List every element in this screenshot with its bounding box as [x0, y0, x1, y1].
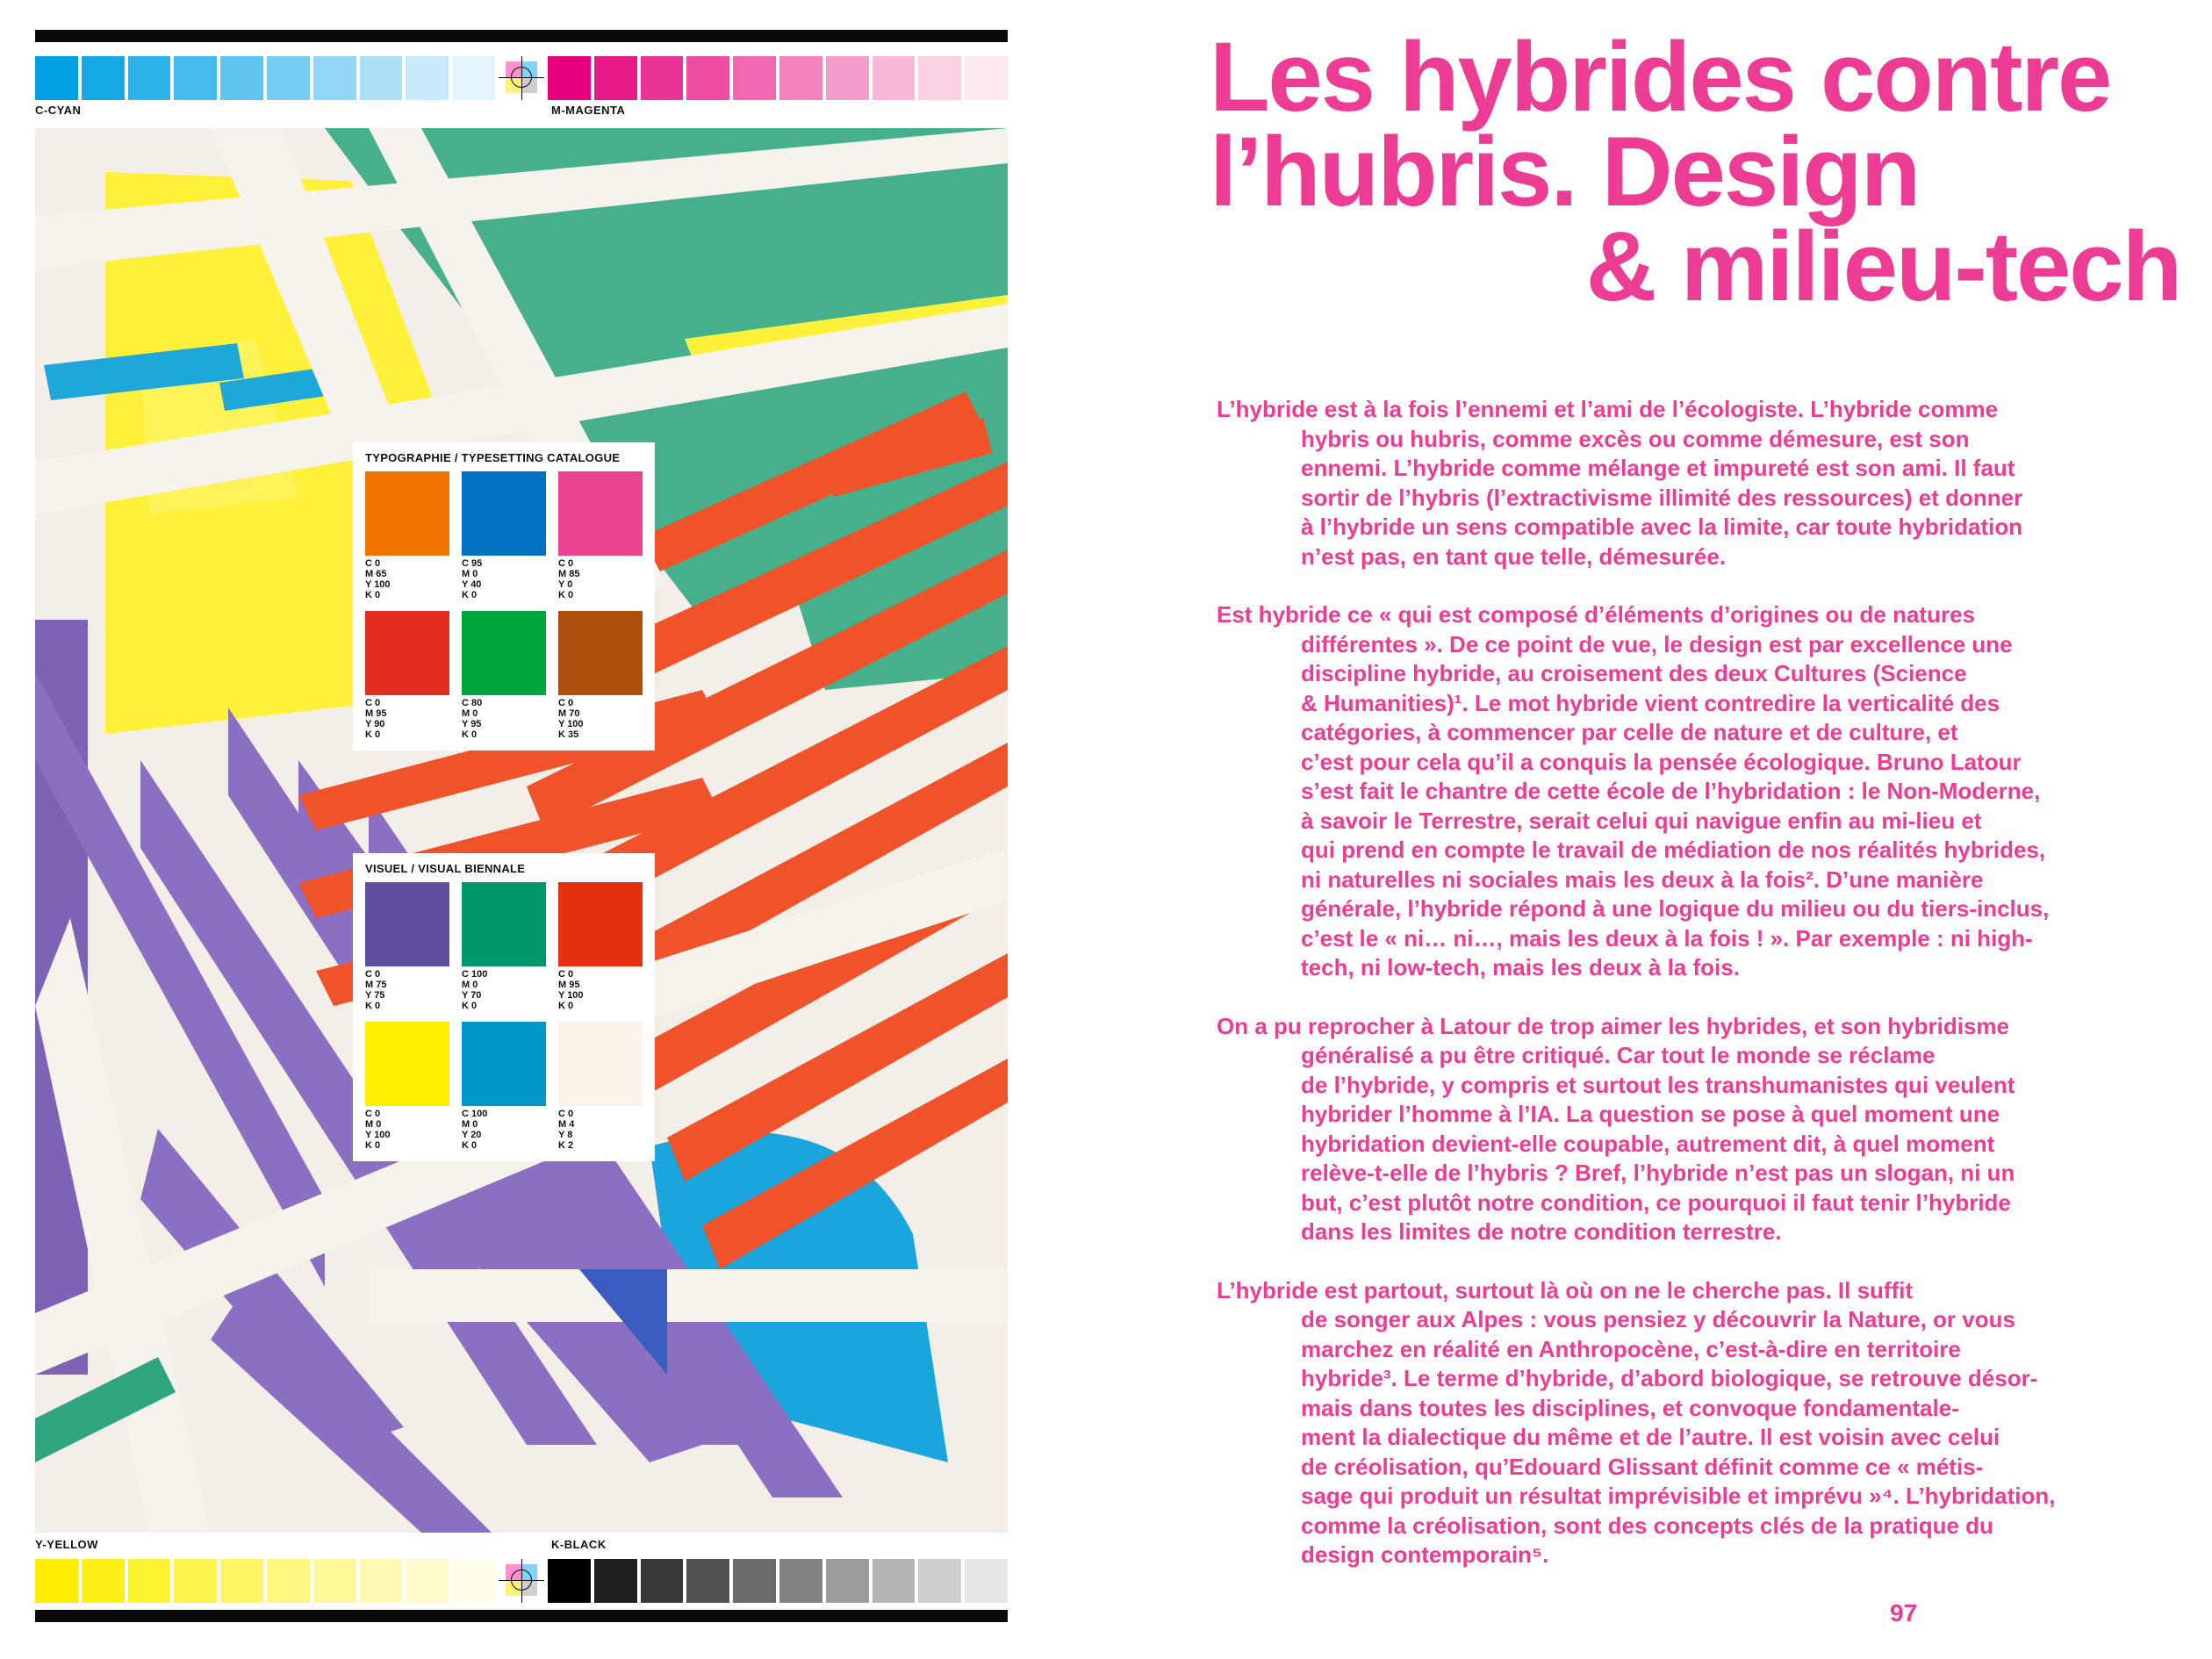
cmyk-y: Y 95 [462, 719, 482, 729]
palette-swatch [558, 611, 643, 740]
palette-swatch [558, 471, 643, 600]
cmyk-y: Y 8 [558, 1130, 573, 1140]
cmyk-values [365, 698, 449, 740]
cmyk-k: K 0 [462, 1001, 478, 1011]
cyan-swatch [452, 56, 495, 100]
paragraph-line: & Humanities)¹. Le mot hybride vient contredire la verticalité des [1301, 689, 2000, 716]
paragraph-line: de créolisation, qu’Edouard Glissant définit comme ce « métis- [1301, 1453, 1984, 1480]
cmyk-m: M 95 [558, 980, 580, 990]
color-chip [462, 1022, 546, 1106]
cmyk-m: M 65 [365, 569, 387, 579]
black-swatch [918, 1559, 961, 1603]
magenta-swatch [548, 56, 591, 100]
cmyk-c: C 100 [462, 969, 488, 980]
cmyk-values [558, 1109, 643, 1151]
cmyk-k: K 0 [462, 590, 478, 600]
cmyk-k: K 0 [462, 729, 478, 740]
right-page [1106, 0, 2212, 1659]
cyan-swatch [174, 56, 217, 100]
cmyk-k: K 0 [558, 1001, 574, 1011]
paragraph-line: hybridation devient-elle coupable, autrement dit, à quel moment [1301, 1130, 1995, 1157]
cmyk-c: C 0 [365, 1109, 381, 1119]
paragraph-line: relève-t-elle de l’hybris ? Bref, l’hybride n’est pas un slogan, ni un [1301, 1160, 2015, 1186]
paragraph-line: ennemi. L’hybride comme mélange et impureté est son ami. Il faut [1301, 455, 2015, 481]
paragraph-line: ment la dialectique du même et de l’autre. Il est voisin avec celui [1301, 1424, 2000, 1450]
color-chip [558, 882, 643, 966]
color-chip [558, 1022, 643, 1106]
paragraph-line: sortir de l’hybris (l’extractivisme illimité des ressources) et donner [1301, 484, 2023, 511]
yellow-swatch-row [35, 1559, 495, 1603]
cmyk-c: C 0 [558, 1109, 574, 1119]
magenta-swatch [918, 56, 961, 100]
article-body [1217, 395, 2173, 1599]
cmyk-y: Y 40 [462, 579, 482, 590]
cmyk-c: C 100 [462, 1109, 488, 1119]
palette-swatch [365, 882, 449, 1011]
color-chip [365, 1022, 449, 1106]
cmyk-values [462, 969, 546, 1011]
paragraph-line: mais dans toutes les disciplines, et convoque fondamentale- [1301, 1394, 1959, 1421]
palette-swatch [558, 1022, 643, 1151]
cmyk-y: Y 0 [558, 579, 573, 590]
color-chip [365, 611, 449, 695]
cmyk-k: K 0 [558, 590, 574, 600]
cmyk-y: Y 70 [462, 990, 482, 1001]
palette-swatch [365, 471, 449, 600]
cmyk-y: Y 75 [365, 990, 385, 1001]
black-swatch [594, 1559, 637, 1603]
cmyk-y: Y 90 [365, 719, 385, 729]
cyan-swatch [267, 56, 310, 100]
cmyk-values [462, 698, 546, 740]
paragraph-line: généralisé a pu être critiqué. Car tout le monde se réclame [1301, 1042, 1936, 1068]
magenta-swatch [686, 56, 729, 100]
cmyk-y: Y 100 [365, 1130, 391, 1140]
paragraph [1217, 600, 2173, 983]
paragraph-line: s’est fait le chantre de cette école de l’hybridation : le Non-Moderne, [1301, 778, 2041, 804]
visual-palette-card [353, 853, 655, 1161]
cyan-swatch [360, 56, 403, 100]
paragraph-line: à l’hybride un sens compatible avec la limite, car toute hybridation [1301, 514, 2023, 540]
yellow-swatch [406, 1559, 449, 1603]
color-chip [558, 471, 643, 556]
paragraph-line: hybris ou hubris, comme excès ou comme démesure, est son [1301, 425, 1970, 452]
yellow-swatch [267, 1559, 310, 1603]
cmyk-values [558, 558, 643, 600]
cmyk-m: M 85 [558, 569, 580, 579]
palette-swatch [462, 882, 546, 1011]
yellow-swatch [82, 1559, 125, 1603]
paragraph-line: design contemporain⁵. [1301, 1541, 1549, 1568]
magenta-swatch [779, 56, 822, 100]
cmyk-k: K 35 [558, 729, 579, 740]
cmyk-values [558, 969, 643, 1011]
black-swatch [779, 1559, 822, 1603]
registration-mark-icon [495, 56, 548, 100]
color-chip [365, 882, 449, 966]
magenta-swatch [641, 56, 684, 100]
cyan-label: C-CYAN [35, 104, 82, 117]
magenta-swatch [873, 56, 916, 100]
black-swatch [686, 1559, 729, 1603]
cmyk-values [365, 1109, 449, 1151]
paragraph [1217, 1012, 2173, 1247]
top-black-bar [35, 30, 1008, 42]
title-line-3: & milieu-tech [1585, 212, 2180, 321]
cmyk-k: K 2 [558, 1140, 574, 1151]
cmyk-values [558, 698, 643, 740]
cmyk-c: C 0 [365, 558, 381, 569]
paragraph-first-line: Est hybride ce « qui est composé d’éléments d’origines ou de natures [1217, 601, 1976, 628]
typesetting-palette-card [353, 442, 655, 750]
paragraph-first-line: L’hybride est à la fois l’ennemi et l’ami de l’écologiste. L’hybride comme [1217, 396, 1999, 422]
magenta-swatch [826, 56, 869, 100]
black-label: K-BLACK [551, 1538, 607, 1551]
cyan-swatch [128, 56, 171, 100]
magenta-swatch [965, 56, 1008, 100]
cmyk-c: C 0 [365, 698, 381, 708]
black-swatch [548, 1559, 591, 1603]
cmyk-m: M 75 [365, 980, 387, 990]
black-swatch-row [548, 1559, 1008, 1603]
cmyk-y: Y 20 [462, 1130, 482, 1140]
paragraph-first-line: L’hybride est partout, surtout là où on ne le cherche pas. Il suffit [1217, 1276, 1914, 1304]
magenta-swatch [594, 56, 637, 100]
magenta-swatch [733, 56, 776, 100]
cmyk-c: C 0 [558, 969, 574, 980]
cmyk-m: M 0 [462, 980, 478, 990]
paragraph-line: n’est pas, en tant que telle, démesurée. [1301, 542, 1727, 570]
color-chip [462, 882, 546, 966]
yellow-swatch [174, 1559, 217, 1603]
typesetting-swatch-grid [365, 471, 643, 740]
paragraph-line: différentes ». De ce point de vue, le design est par excellence une [1301, 630, 2013, 657]
paragraph-line: dans les limites de notre condition terrestre. [1301, 1218, 1782, 1245]
color-chip [365, 471, 449, 556]
cmyk-m: M 95 [365, 708, 387, 719]
cmyk-m: M 0 [462, 1119, 478, 1130]
bottom-color-strip [35, 1559, 1008, 1603]
paragraph-line: comme la créolisation, sont des concepts clés de la pratique du [1301, 1512, 1993, 1539]
cyan-swatch [35, 56, 78, 100]
cmyk-y: Y 100 [558, 719, 584, 729]
yellow-swatch [452, 1559, 495, 1603]
paragraph-line: hybride³. Le terme d’hybride, d’abord biologique, se retrouve désor- [1301, 1365, 2038, 1391]
paragraph-line: c’est le « ni… ni…, mais les deux à la fois ! ». Par exemple : ni high- [1301, 924, 2033, 952]
cyan-swatch [220, 56, 263, 100]
paragraph-line: de l’hybride, y compris et surtout les transhumanistes qui veulent [1301, 1071, 2015, 1098]
cmyk-k: K 0 [365, 590, 381, 600]
top-color-strip [35, 56, 1008, 100]
yellow-swatch [35, 1559, 78, 1603]
registration-mark-icon [495, 1559, 548, 1603]
yellow-swatch [313, 1559, 356, 1603]
color-chip [462, 471, 546, 556]
cmyk-c: C 0 [558, 558, 574, 569]
black-swatch [641, 1559, 684, 1603]
cmyk-m: M 0 [462, 569, 478, 579]
color-chip [558, 611, 643, 695]
cmyk-values [365, 558, 449, 600]
cmyk-k: K 0 [365, 1140, 381, 1151]
yellow-swatch [128, 1559, 171, 1603]
cyan-swatch [82, 56, 125, 100]
cmyk-c: C 0 [558, 698, 574, 708]
magenta-swatch-row [548, 56, 1008, 100]
paragraph-line: de songer aux Alpes : vous pensiez y découvrir la Nature, or vous [1301, 1306, 2015, 1332]
palette-swatch [365, 611, 449, 740]
paragraph-line: catégories, à commencer par celle de nature et de culture, et [1301, 719, 1958, 745]
visual-swatch-grid [365, 882, 643, 1151]
paragraph-first-line: On a pu reprocher à Latour de trop aimer les hybrides, et son hybridisme [1217, 1012, 2010, 1039]
cmyk-m: M 0 [462, 708, 478, 719]
palette-swatch [462, 611, 546, 740]
cmyk-values [462, 1109, 546, 1151]
paragraph-line: à savoir le Terrestre, serait celui qui navigue enfin au mi-lieu et [1301, 807, 1982, 834]
magenta-label: M-MAGENTA [551, 104, 626, 117]
cmyk-c: C 0 [365, 969, 381, 980]
palette-swatch [462, 1022, 546, 1151]
paragraph-line: marchez en réalité en Anthropocène, c’est-à-dire en territoire [1301, 1335, 1961, 1362]
artwork-shapes [35, 128, 1008, 1533]
paragraph [1217, 1276, 2173, 1570]
paragraph-line: ni naturelles ni sociales mais les deux à la fois². D’une manière [1301, 865, 1984, 893]
paragraph-line: hybrider l’homme à l’IA. La question se pose à quel moment une [1301, 1101, 2000, 1127]
cyan-swatch-row [35, 56, 495, 100]
cmyk-values [365, 969, 449, 1011]
cmyk-y: Y 100 [365, 579, 391, 590]
title-line-1: Les hybrides contre [1210, 22, 2111, 132]
black-swatch [733, 1559, 776, 1603]
paragraph-line: qui prend en compte le travail de médiation de nos réalités hybrides, [1301, 837, 2046, 863]
cmyk-c: C 95 [462, 558, 483, 569]
black-swatch [873, 1559, 916, 1603]
black-swatch [826, 1559, 869, 1603]
yellow-swatch [360, 1559, 403, 1603]
paragraph [1217, 395, 2173, 571]
color-chip [462, 611, 546, 695]
title-line-2: l’hubris. Design [1210, 117, 1920, 226]
palette-swatch [558, 882, 643, 1011]
page-number: 97 [1890, 1599, 1918, 1627]
visual-palette-title: VISUEL / VISUAL BIENNALE [365, 862, 526, 875]
cmyk-y: Y 100 [558, 990, 584, 1001]
cyan-swatch [313, 56, 356, 100]
cmyk-k: K 0 [462, 1140, 478, 1151]
cmyk-k: K 0 [365, 729, 381, 740]
paragraph-line: tech, ni low-tech, mais les deux à la fois. [1301, 954, 1740, 980]
cmyk-c: C 80 [462, 698, 483, 708]
cmyk-k: K 0 [365, 1001, 381, 1011]
cmyk-m: M 4 [558, 1119, 575, 1130]
cyan-swatch [406, 56, 449, 100]
cmyk-values [462, 558, 546, 600]
cmyk-m: M 70 [558, 708, 580, 719]
article-title [1210, 22, 2193, 321]
palette-swatch [365, 1022, 449, 1151]
paragraph-line: discipline hybride, au croisement des deux Cultures (Science [1301, 660, 1967, 686]
paragraph-line: but, c’est plutôt notre condition, ce pourquoi il faut tenir l’hybride [1301, 1189, 2011, 1216]
paragraph-line: générale, l’hybride répond à une logique du milieu ou du tiers-inclus, [1301, 895, 2050, 922]
palette-swatch [462, 471, 546, 600]
paragraph-line: c’est pour cela qu’il a conquis la pensée écologique. Bruno Latour [1301, 748, 2022, 775]
bottom-black-bar [35, 1610, 1008, 1622]
yellow-swatch [220, 1559, 263, 1603]
paragraph-line: sage qui produit un résultat imprévisible et imprévu »⁴. L’hybridation, [1301, 1483, 2056, 1509]
yellow-label: Y-YELLOW [35, 1538, 98, 1551]
typesetting-palette-title: TYPOGRAPHIE / TYPESETTING CATALOGUE [365, 451, 621, 464]
cmyk-m: M 0 [365, 1119, 382, 1130]
black-swatch [965, 1559, 1008, 1603]
abstract-artwork [35, 128, 1008, 1533]
